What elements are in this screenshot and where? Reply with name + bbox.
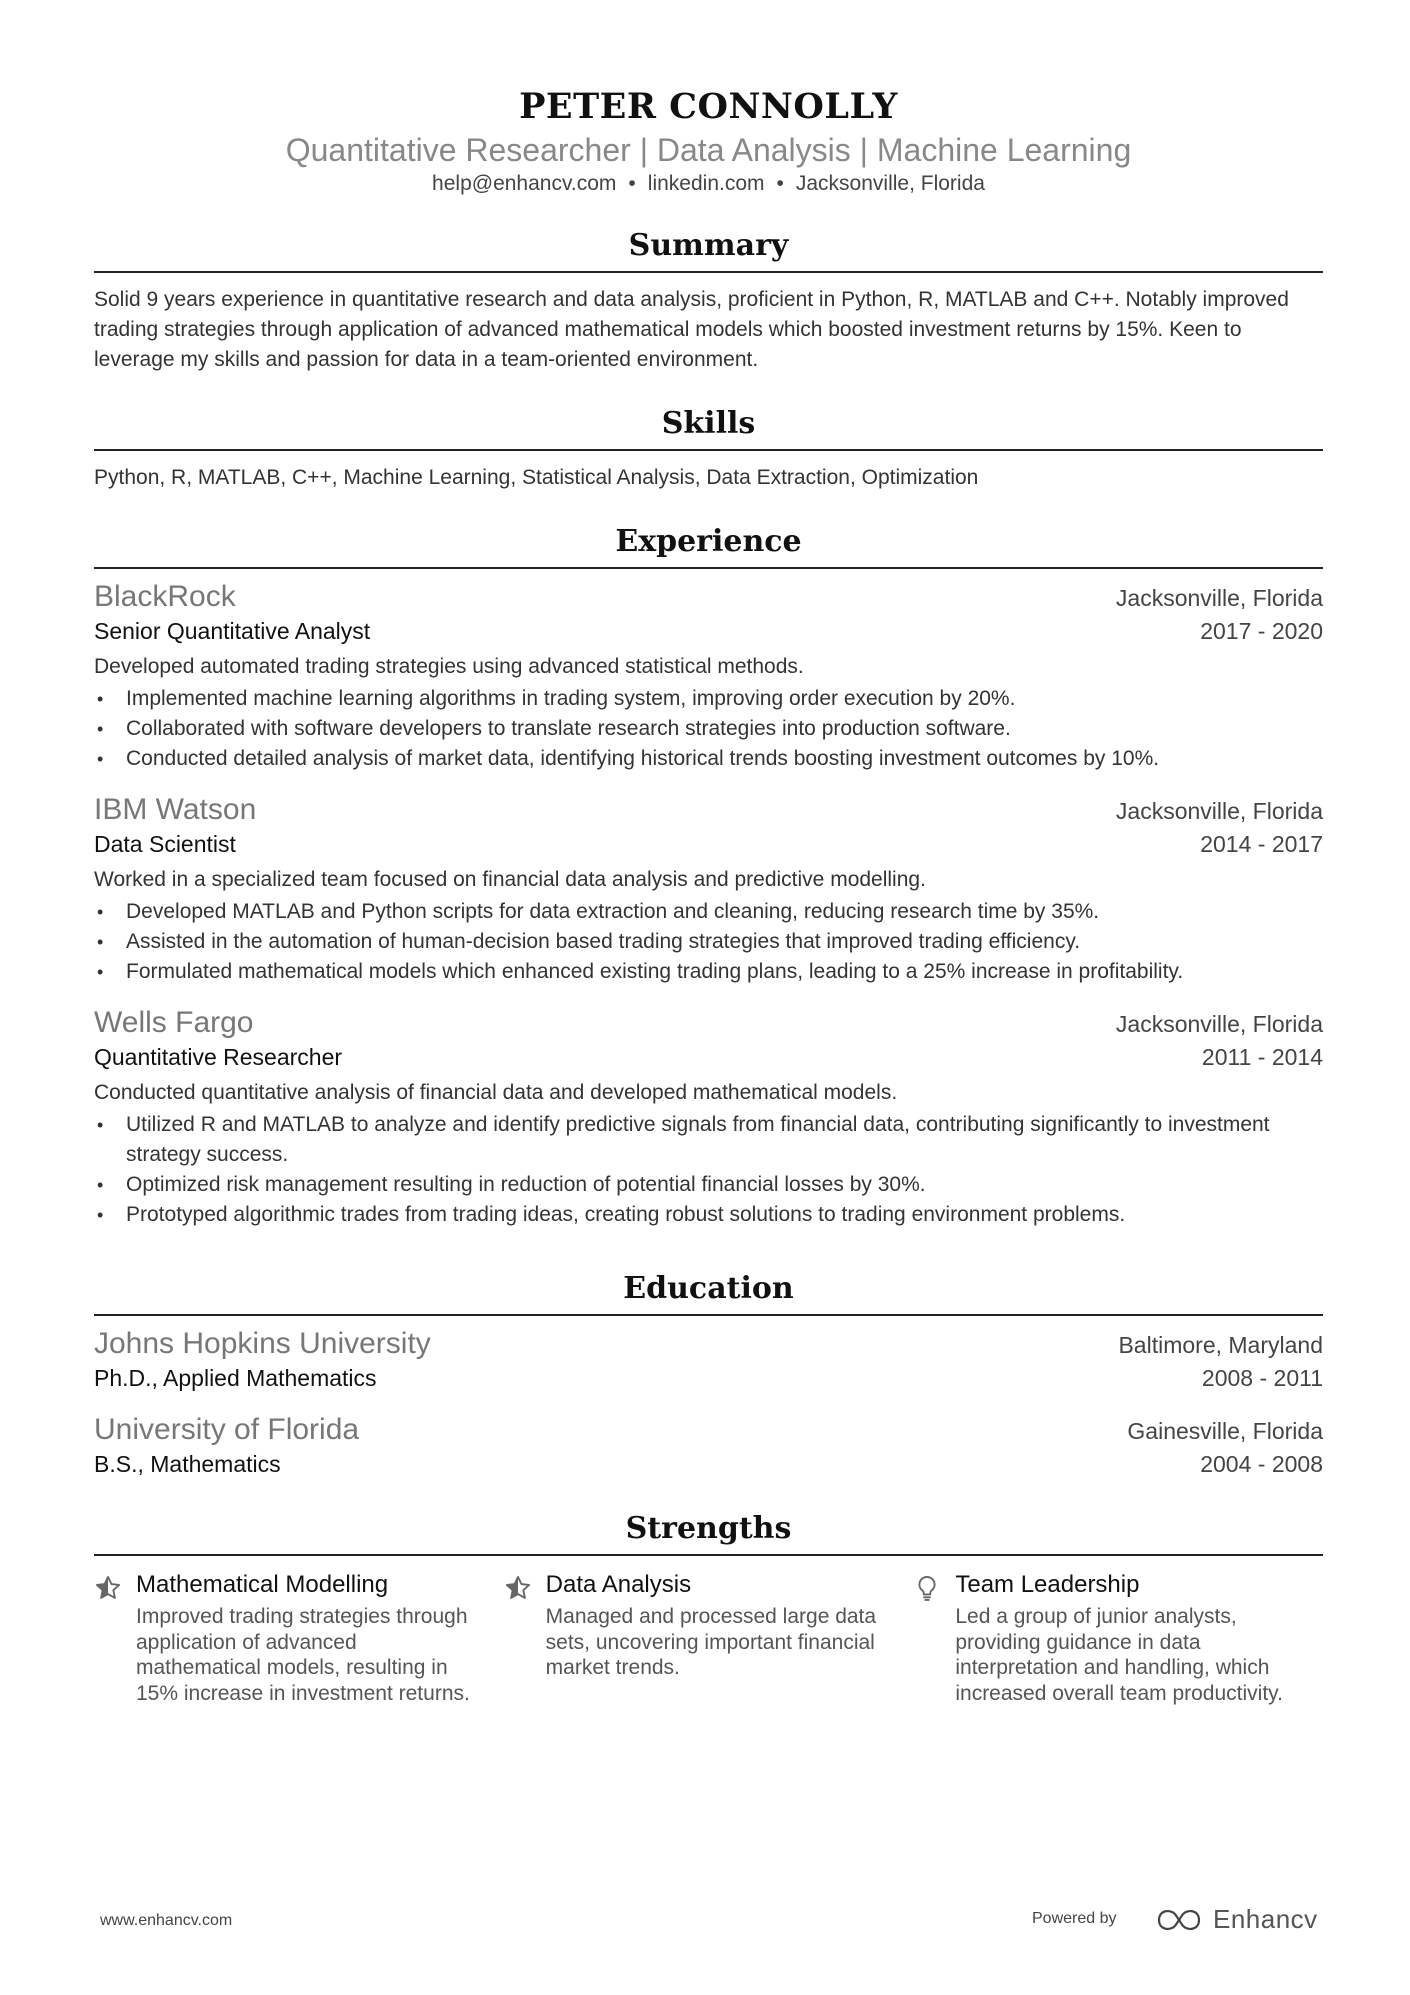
job-dates: 2011 - 2014 [1201, 1044, 1323, 1070]
location-text: Jacksonville, Florida [795, 172, 985, 195]
job-location: Jacksonville, Florida [1115, 798, 1323, 824]
job-description: Conducted quantitative analysis of financial data and developed mathematical models. [94, 1081, 898, 1104]
experience-entry [94, 579, 1323, 774]
school-location: Baltimore, Maryland [1118, 1332, 1323, 1358]
section-divider [94, 1554, 1323, 1556]
strength-description: Managed and processed large data sets, uncovering important financial market trends. [545, 1605, 877, 1679]
school-name: University of Florida [94, 1413, 360, 1446]
job-bullets [94, 1110, 1323, 1230]
footer-website-link[interactable]: www.enhancv.com [100, 1912, 233, 1929]
strength-description: Led a group of junior analysts, providing guidance in data interpretation and handling, which increased overall team productivity. [955, 1605, 1283, 1705]
education-entry [94, 1412, 1323, 1480]
company-name: IBM Watson [94, 793, 257, 826]
strength-title: Team Leadership [955, 1571, 1140, 1598]
brand-name: Enhancv [1213, 1904, 1318, 1934]
job-dates: 2017 - 2020 [1200, 618, 1323, 644]
job-dates: 2014 - 2017 [1200, 831, 1323, 857]
list-item: • Implemented machine learning algorithms in trading system, improving order execution by 20%. [94, 684, 1323, 714]
experience-entry [94, 1005, 1323, 1230]
summary-text: Solid 9 years experience in quantitative research and data analysis, proficient in Python, R, MATLAB and C++. Notably improved trading strategies through application of advanced mathematical models which boosted investment returns by 15%. Keen to leverage my skills and passion for data in a team-oriented environment. [94, 288, 1289, 371]
section-divider [94, 449, 1323, 451]
experience-entry [94, 792, 1323, 987]
lightbulb-icon [913, 1570, 955, 1706]
job-location: Jacksonville, Florida [1115, 1011, 1323, 1037]
strength-item [913, 1570, 1323, 1706]
skills-text: Python, R, MATLAB, C++, Machine Learning, Statistical Analysis, Data Extraction, Optimization [94, 466, 979, 489]
strength-description: Improved trading strategies through application of advanced mathematical models, resulting in 15% increase in investment returns. [136, 1605, 470, 1705]
contact-separator: • [776, 172, 784, 195]
school-location: Gainesville, Florida [1127, 1418, 1323, 1444]
education-dates: 2008 - 2011 [1201, 1365, 1323, 1391]
section-title-strengths: Strengths [625, 1511, 792, 1546]
job-title: Senior Quantitative Analyst [94, 618, 371, 644]
powered-by-label: Powered by [1032, 1910, 1117, 1927]
education-entry [94, 1326, 1323, 1394]
job-bullets [94, 684, 1323, 774]
candidate-headline: Quantitative Researcher | Data Analysis | Machine Learning [285, 132, 1132, 168]
job-location: Jacksonville, Florida [1115, 585, 1323, 611]
section-divider [94, 567, 1323, 569]
section-title-experience: Experience [615, 524, 802, 559]
strengths-section [94, 1510, 1323, 1706]
candidate-name: PETER CONNOLLY [519, 86, 898, 127]
list-item: • Assisted in the automation of human-decision based trading strategies that improved trading efficiency. [94, 927, 1323, 957]
job-bullets [94, 897, 1323, 987]
section-divider [94, 1314, 1323, 1316]
star-half-icon [504, 1570, 546, 1706]
list-item: • Formulated mathematical models which enhanced existing trading plans, leading to a 25% increase in profitability. [94, 957, 1323, 987]
list-item: • Developed MATLAB and Python scripts for data extraction and cleaning, reducing research time by 35%. [94, 897, 1323, 927]
company-name: Wells Fargo [94, 1006, 254, 1039]
job-title: Data Scientist [94, 831, 236, 857]
email-link[interactable]: help@enhancv.com [432, 172, 617, 195]
section-title-education: Education [623, 1271, 794, 1306]
education-section [94, 1270, 1323, 1480]
degree: B.S., Mathematics [94, 1451, 281, 1477]
strength-title: Data Analysis [545, 1571, 692, 1598]
strength-item [94, 1570, 504, 1706]
list-item: • Utilized R and MATLAB to analyze and identify predictive signals from financial data, contributing significantly to investment strategy success. [94, 1110, 1323, 1170]
company-name: BlackRock [94, 580, 236, 613]
page-footer [100, 1904, 1410, 1938]
section-title-summary: Summary [628, 228, 789, 263]
degree: Ph.D., Applied Mathematics [94, 1365, 377, 1391]
strength-item [504, 1570, 914, 1706]
star-half-icon [94, 1570, 136, 1706]
job-description: Worked in a specialized team focused on financial data analysis and predictive modelling. [94, 868, 926, 891]
strength-title: Mathematical Modelling [136, 1571, 389, 1598]
job-description: Developed automated trading strategies using advanced statistical methods. [94, 655, 804, 678]
list-item: • Optimized risk management resulting in reduction of potential financial losses by 30%. [94, 1170, 1323, 1200]
enhancv-logo-icon [1155, 1907, 1203, 1933]
summary-section [94, 227, 1323, 375]
contact-line [94, 171, 1323, 197]
list-item: • Collaborated with software developers to translate research strategies into production software. [94, 714, 1323, 744]
resume-page [94, 0, 1323, 1706]
contact-separator: • [628, 172, 636, 195]
linkedin-link[interactable]: linkedin.com [647, 172, 765, 195]
strengths-list [94, 1570, 1323, 1706]
school-name: Johns Hopkins University [94, 1327, 431, 1360]
list-item: • Conducted detailed analysis of market data, identifying historical trends boosting investment outcomes by 10%. [94, 744, 1323, 774]
enhancv-logo[interactable] [1155, 1904, 1318, 1935]
skills-section [94, 405, 1323, 493]
section-title-skills: Skills [661, 406, 756, 441]
education-dates: 2004 - 2008 [1200, 1451, 1323, 1477]
experience-section [94, 523, 1323, 1230]
section-divider [94, 271, 1323, 273]
job-title: Quantitative Researcher [94, 1044, 343, 1070]
list-item: • Prototyped algorithmic trades from trading ideas, creating robust solutions to trading environment problems. [94, 1200, 1323, 1230]
